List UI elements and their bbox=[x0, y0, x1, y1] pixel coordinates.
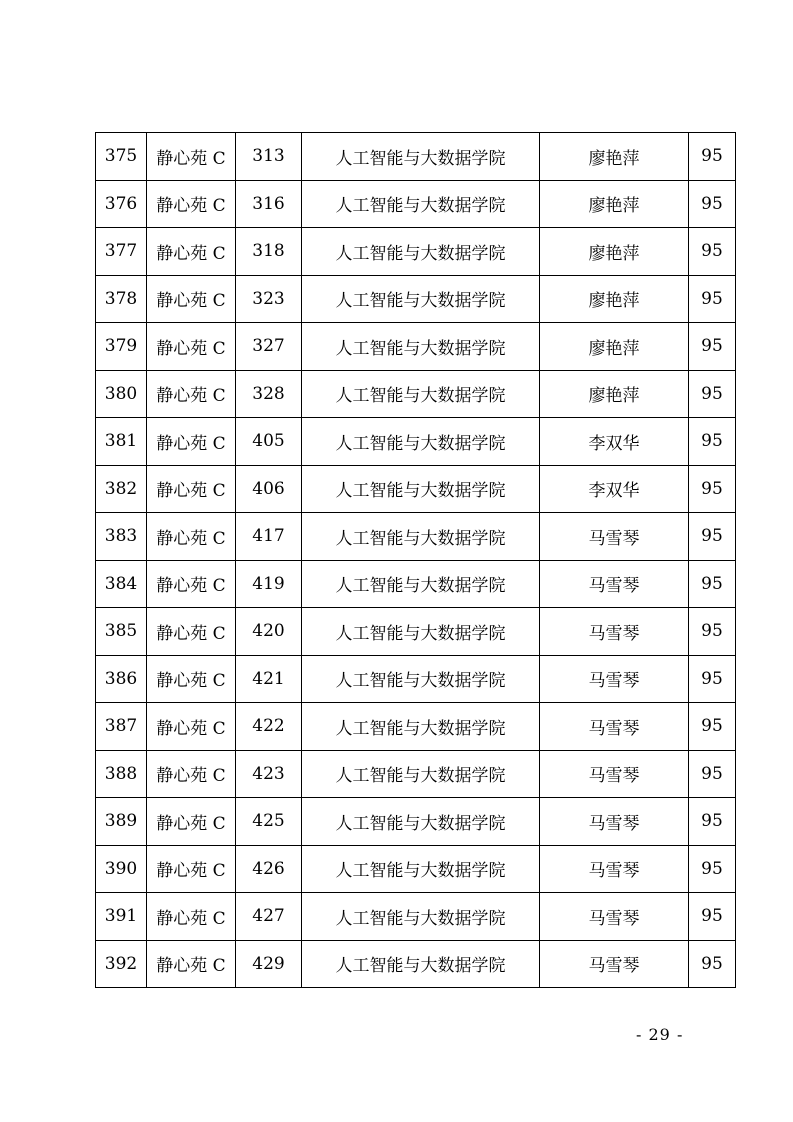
score-cell: 95 bbox=[689, 465, 736, 513]
name-cell: 马雪琴 bbox=[540, 608, 689, 656]
row-number-cell: 381 bbox=[96, 418, 147, 466]
score-cell: 95 bbox=[689, 323, 736, 371]
name-cell: 廖艳萍 bbox=[540, 275, 689, 323]
table-row bbox=[96, 275, 736, 323]
building-cell: 静心苑 C bbox=[147, 228, 236, 276]
building-cell: 静心苑 C bbox=[147, 323, 236, 371]
row-number-cell: 378 bbox=[96, 275, 147, 323]
college-cell: 人工智能与大数据学院 bbox=[302, 703, 540, 751]
room-cell: 427 bbox=[236, 893, 302, 941]
room-cell: 313 bbox=[236, 133, 302, 181]
table-row bbox=[96, 228, 736, 276]
building-cell: 静心苑 C bbox=[147, 560, 236, 608]
room-cell: 323 bbox=[236, 275, 302, 323]
college-cell: 人工智能与大数据学院 bbox=[302, 513, 540, 561]
table-row bbox=[96, 465, 736, 513]
score-cell: 95 bbox=[689, 180, 736, 228]
building-cell: 静心苑 C bbox=[147, 465, 236, 513]
name-cell: 廖艳萍 bbox=[540, 370, 689, 418]
name-cell: 马雪琴 bbox=[540, 655, 689, 703]
name-cell: 马雪琴 bbox=[540, 560, 689, 608]
building-cell: 静心苑 C bbox=[147, 750, 236, 798]
college-cell: 人工智能与大数据学院 bbox=[302, 180, 540, 228]
college-cell: 人工智能与大数据学院 bbox=[302, 323, 540, 371]
room-cell: 419 bbox=[236, 560, 302, 608]
name-cell: 廖艳萍 bbox=[540, 323, 689, 371]
row-number-cell: 384 bbox=[96, 560, 147, 608]
row-number-cell: 375 bbox=[96, 133, 147, 181]
college-cell: 人工智能与大数据学院 bbox=[302, 418, 540, 466]
row-number-cell: 386 bbox=[96, 655, 147, 703]
room-cell: 327 bbox=[236, 323, 302, 371]
table-row bbox=[96, 608, 736, 656]
college-cell: 人工智能与大数据学院 bbox=[302, 275, 540, 323]
name-cell: 马雪琴 bbox=[540, 845, 689, 893]
table-row bbox=[96, 418, 736, 466]
table-row bbox=[96, 655, 736, 703]
score-cell: 95 bbox=[689, 798, 736, 846]
score-cell: 95 bbox=[689, 513, 736, 561]
building-cell: 静心苑 C bbox=[147, 798, 236, 846]
score-cell: 95 bbox=[689, 893, 736, 941]
room-cell: 328 bbox=[236, 370, 302, 418]
building-cell: 静心苑 C bbox=[147, 133, 236, 181]
room-cell: 429 bbox=[236, 940, 302, 988]
name-cell: 李双华 bbox=[540, 418, 689, 466]
table-row bbox=[96, 513, 736, 561]
row-number-cell: 391 bbox=[96, 893, 147, 941]
name-cell: 廖艳萍 bbox=[540, 180, 689, 228]
room-cell: 316 bbox=[236, 180, 302, 228]
row-number-cell: 392 bbox=[96, 940, 147, 988]
building-cell: 静心苑 C bbox=[147, 418, 236, 466]
score-cell: 95 bbox=[689, 133, 736, 181]
row-number-cell: 380 bbox=[96, 370, 147, 418]
table-row bbox=[96, 798, 736, 846]
room-cell: 405 bbox=[236, 418, 302, 466]
room-cell: 422 bbox=[236, 703, 302, 751]
table-row bbox=[96, 180, 736, 228]
building-cell: 静心苑 C bbox=[147, 513, 236, 561]
row-number-cell: 382 bbox=[96, 465, 147, 513]
score-cell: 95 bbox=[689, 703, 736, 751]
row-number-cell: 376 bbox=[96, 180, 147, 228]
building-cell: 静心苑 C bbox=[147, 845, 236, 893]
table-row bbox=[96, 560, 736, 608]
name-cell: 马雪琴 bbox=[540, 513, 689, 561]
room-cell: 421 bbox=[236, 655, 302, 703]
row-number-cell: 379 bbox=[96, 323, 147, 371]
table-row bbox=[96, 133, 736, 181]
room-cell: 423 bbox=[236, 750, 302, 798]
room-cell: 420 bbox=[236, 608, 302, 656]
name-cell: 马雪琴 bbox=[540, 703, 689, 751]
row-number-cell: 389 bbox=[96, 798, 147, 846]
table-row bbox=[96, 845, 736, 893]
building-cell: 静心苑 C bbox=[147, 370, 236, 418]
table-row bbox=[96, 893, 736, 941]
table-row bbox=[96, 940, 736, 988]
building-cell: 静心苑 C bbox=[147, 180, 236, 228]
room-cell: 406 bbox=[236, 465, 302, 513]
college-cell: 人工智能与大数据学院 bbox=[302, 228, 540, 276]
college-cell: 人工智能与大数据学院 bbox=[302, 750, 540, 798]
college-cell: 人工智能与大数据学院 bbox=[302, 370, 540, 418]
table-row bbox=[96, 703, 736, 751]
score-cell: 95 bbox=[689, 608, 736, 656]
college-cell: 人工智能与大数据学院 bbox=[302, 608, 540, 656]
score-cell: 95 bbox=[689, 750, 736, 798]
college-cell: 人工智能与大数据学院 bbox=[302, 845, 540, 893]
college-cell: 人工智能与大数据学院 bbox=[302, 655, 540, 703]
name-cell: 马雪琴 bbox=[540, 940, 689, 988]
table-row bbox=[96, 323, 736, 371]
name-cell: 李双华 bbox=[540, 465, 689, 513]
score-cell: 95 bbox=[689, 370, 736, 418]
table-body bbox=[96, 133, 736, 988]
name-cell: 马雪琴 bbox=[540, 893, 689, 941]
score-cell: 95 bbox=[689, 275, 736, 323]
name-cell: 马雪琴 bbox=[540, 798, 689, 846]
dormitory-score-table bbox=[95, 132, 736, 988]
building-cell: 静心苑 C bbox=[147, 893, 236, 941]
college-cell: 人工智能与大数据学院 bbox=[302, 465, 540, 513]
college-cell: 人工智能与大数据学院 bbox=[302, 798, 540, 846]
room-cell: 426 bbox=[236, 845, 302, 893]
row-number-cell: 387 bbox=[96, 703, 147, 751]
college-cell: 人工智能与大数据学院 bbox=[302, 560, 540, 608]
dormitory-score-table-container bbox=[95, 132, 736, 988]
score-cell: 95 bbox=[689, 560, 736, 608]
building-cell: 静心苑 C bbox=[147, 940, 236, 988]
college-cell: 人工智能与大数据学院 bbox=[302, 940, 540, 988]
room-cell: 425 bbox=[236, 798, 302, 846]
row-number-cell: 390 bbox=[96, 845, 147, 893]
page-number: - 29 - bbox=[636, 1025, 684, 1044]
room-cell: 318 bbox=[236, 228, 302, 276]
table-row bbox=[96, 750, 736, 798]
row-number-cell: 388 bbox=[96, 750, 147, 798]
name-cell: 廖艳萍 bbox=[540, 133, 689, 181]
table-row bbox=[96, 370, 736, 418]
building-cell: 静心苑 C bbox=[147, 275, 236, 323]
row-number-cell: 385 bbox=[96, 608, 147, 656]
row-number-cell: 383 bbox=[96, 513, 147, 561]
score-cell: 95 bbox=[689, 845, 736, 893]
score-cell: 95 bbox=[689, 418, 736, 466]
building-cell: 静心苑 C bbox=[147, 608, 236, 656]
score-cell: 95 bbox=[689, 940, 736, 988]
building-cell: 静心苑 C bbox=[147, 655, 236, 703]
name-cell: 廖艳萍 bbox=[540, 228, 689, 276]
college-cell: 人工智能与大数据学院 bbox=[302, 133, 540, 181]
name-cell: 马雪琴 bbox=[540, 750, 689, 798]
building-cell: 静心苑 C bbox=[147, 703, 236, 751]
score-cell: 95 bbox=[689, 655, 736, 703]
college-cell: 人工智能与大数据学院 bbox=[302, 893, 540, 941]
room-cell: 417 bbox=[236, 513, 302, 561]
row-number-cell: 377 bbox=[96, 228, 147, 276]
score-cell: 95 bbox=[689, 228, 736, 276]
